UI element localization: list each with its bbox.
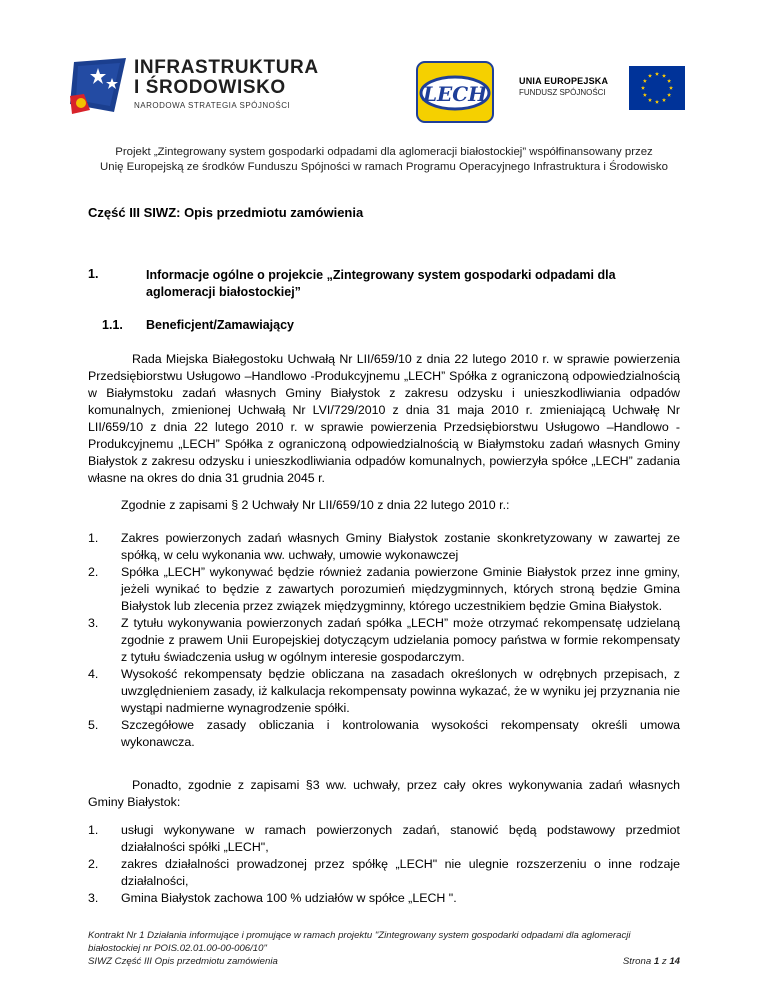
list-item-number: 2. (88, 857, 99, 871)
part-heading: Część III SIWZ: Opis przedmiotu zamówienia (88, 205, 364, 220)
list-item (88, 530, 680, 564)
lech-emblem-icon (411, 60, 499, 124)
list-item (88, 666, 680, 717)
paragraph-zgodnie: Zgodnie z zapisami § 2 Uchwały Nr LII/659/10 z dnia 22 lutego 2010 r.: (121, 498, 510, 512)
paragraph-ponadto: Ponadto, zgodnie z zapisami §3 ww. uchwały, przez cały okres wykonywania zadań własnych Gminy Białystok: (88, 778, 680, 809)
paragraph-beneficiary: Rada Miejska Białegostoku Uchwałą Nr LII/659/10 z dnia 22 lutego 2010 r. w sprawie powierzenia Przedsiębiorstwu Usługowo –Handlowo -Produkcyjnemu „LECH” Spółka z ograniczoną odpowiedzialnością w Białymstoku zadań własnych Gminy Białystok z zakresu odzysku i unieszkodliwiania odpadów komunalnych, zmienionej Uchwałą Nr LVI/729/2010 z dnia 31 maja 2010 r. zmieniającą Uchwałę Nr LII/659/10 z dnia 22 lutego 2010 r. w sprawie powierzenia Przedsiębiorstwu Usługowo –Handlowo -Produkcyjnemu „LECH” Spółka z ograniczoną odpowiedzialnością w Białymstoku zadań własnych Gminy Białystok z zakresu odzysku i unieszkodliwiania odpadów komunalnych, powierzyła spółce „LECH” zadania własne na okres do dnia 31 grudnia 2045 r. (88, 352, 680, 485)
project-info-line-1: Projekt „Zintegrowany system gospodarki odpadami dla aglomeracji białostockiej” współfinansowany przez (115, 146, 653, 158)
infrastruktura-title-2: I ŚRODOWISKO (134, 77, 286, 98)
footer-contract-line: Kontrakt Nr 1 Działania informujące i promujące w ramach projektu "Zintegrowany system gospodarki odpadami dla aglomeracji białostockiej nr POIS.02.01.00-00-006/10" (88, 930, 631, 954)
list-item-text: zakres działalności prowadzonej przez spółkę „LECH" nie ulegnie rozszerzeniu o inne rodzaje działalności, (121, 857, 680, 888)
page-number (623, 955, 680, 968)
list-item-number: 4. (88, 667, 99, 681)
page-separator: z (661, 956, 667, 967)
list-item-text: usługi wykonywane w ramach powierzonych zadań, stanowić będą podstawowy przedmiot działalności spółki „LECH", (121, 823, 680, 854)
project-info-line-2: Unię Europejską ze środków Funduszu Spójności w ramach Programu Operacyjnego Infrastruktura i Środowisko (100, 161, 668, 173)
eu-logo-line1: UNIA EUROPEJSKA (519, 76, 609, 86)
eu-logo-line2: FUNDUSZ SPÓJNOŚCI (519, 88, 606, 97)
infrastruktura-logo (68, 54, 319, 124)
list-item-text: Zakres powierzonych zadań własnych Gminy Białystok zostanie skonkretyzowany w zawartej ze spółką, w celu wykonania ww. uchwały, umowie wykonawczej (121, 531, 680, 562)
eu-flag-icon (629, 66, 685, 110)
list-item-number: 5. (88, 718, 99, 732)
page-current: 1 (653, 956, 660, 967)
list-item-text: Wysokość rekompensaty będzie obliczana na zasadach określonych w odrębnych przepisach, z uwzględnieniem zasady, iż kalkulacja rekompensaty powinna wykazać, że w wyniku jej przyznania nie wystąpi nadmierne wynagrodzenie spółki. (121, 667, 680, 715)
list-item (88, 856, 680, 890)
list-item (88, 717, 680, 751)
list-item (88, 564, 680, 615)
list-item-number: 3. (88, 891, 99, 905)
page-label: Strona (622, 956, 652, 967)
list-item-number: 3. (88, 616, 99, 630)
section-1-title: Informacje ogólne o projekcie „Zintegrowany system gospodarki odpadami dla aglomeracji białostockiej” (146, 268, 616, 299)
list-item-text: Z tytułu wykonywania powierzonych zadań spółka „LECH” może otrzymać rekompensatę udzielaną zgodnie z prawem Unii Europejskiej dotyczącym udzielania pomocy państwa w formie rekompensaty z tytułu świadczenia usług w ogólnym interesie gospodarczym. (121, 616, 680, 664)
lech-logo-text: LECH (422, 82, 488, 106)
infrastruktura-title-1: INFRASTRUKTURA (134, 57, 319, 78)
section-1-1-number: 1.1. (102, 318, 123, 332)
infrastruktura-emblem-icon (68, 54, 132, 118)
list-item-text: Szczegółowe zasady obliczania i kontrolowania wysokości rekompensaty określi umowa wykonawcza. (121, 718, 680, 749)
list-item (88, 890, 680, 907)
list-item (88, 615, 680, 666)
list-item-text: Spółka „LECH” wykonywać będzie również zadania powierzone Gminie Białystok przez inne gminy, jeżeli wynikać to będzie z zawartych porozumień międzygminnych, których stroną będzie Gmina Białystok lub zlecenia przez związek międzygminny, którego uczestnikiem będzie Gmina Białystok. (121, 565, 680, 613)
page-total: 14 (669, 956, 680, 967)
list-item-number: 2. (88, 565, 99, 579)
list-item-number: 1. (88, 823, 99, 837)
footer-doc-title: SIWZ Część III Opis przedmiotu zamówienia (88, 956, 278, 967)
section-1-number: 1. (88, 267, 99, 281)
infrastruktura-subtitle: NARODOWA STRATEGIA SPÓJNOŚCI (134, 101, 291, 110)
uchwala-paragraph-3-list (88, 822, 680, 907)
eu-logo (500, 64, 690, 124)
list-item-number: 1. (88, 531, 99, 545)
section-1-1-title: Beneficjent/Zamawiający (146, 318, 294, 332)
lech-logo (411, 60, 499, 124)
list-item-text: Gmina Białystok zachowa 100 % udziałów w spółce „LECH ". (121, 891, 457, 905)
list-item (88, 822, 680, 856)
uchwala-paragraph-2-list (88, 530, 680, 751)
page-footer (88, 929, 680, 968)
